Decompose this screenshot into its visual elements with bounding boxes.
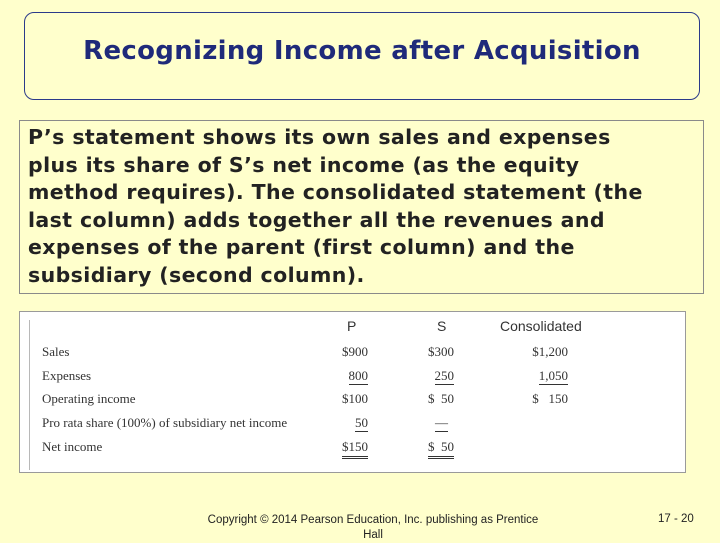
cell-pro-rata-p: 50 — [355, 415, 368, 430]
income-statement-table — [19, 311, 686, 473]
row-label-pro-rata-share: Pro rata share (100%) of subsidiary net income — [42, 415, 288, 430]
body-paragraph: P’s statement shows its own sales and expenses plus its share of S’s net income (as the equity method requires). The consolidated statement (the last column) adds together all the revenues and expenses of the parent (first column) and the subsidiary (second column). — [28, 125, 643, 287]
footer-page-number: 17 - 20 — [658, 513, 694, 525]
cell-net-income-s: $ 50 — [428, 439, 454, 459]
column-header-consolidated: Consolidated — [500, 318, 582, 334]
cell-pro-rata-s: — — [435, 415, 448, 430]
cell-expenses-s: 250 — [434, 368, 454, 383]
cell-expenses-p: 800 — [348, 368, 368, 383]
cell-sales-p: $900 — [342, 344, 368, 359]
cell-sales-s: $300 — [428, 344, 454, 359]
cell-sales-consolidated: $1,200 — [532, 344, 568, 359]
body-text-frame — [19, 120, 704, 294]
cell-operating-income-consolidated: $ 150 — [532, 391, 568, 406]
cell-net-income-p: $150 — [342, 439, 368, 459]
row-label-operating-income: Operating income — [42, 391, 136, 406]
row-label-sales: Sales — [42, 344, 70, 359]
cell-operating-income-p: $100 — [342, 391, 368, 406]
slide-title: Recognizing Income after Acquisition — [83, 36, 641, 66]
row-label-net-income: Net income — [42, 439, 103, 454]
cell-operating-income-s: $ 50 — [428, 391, 454, 406]
table-body — [20, 312, 685, 472]
column-header-p: P — [347, 318, 357, 334]
cell-expenses-consolidated: 1,050 — [538, 368, 568, 383]
column-header-s: S — [437, 318, 447, 334]
footer-copyright: Copyright © 2014 Pearson Education, Inc. publishing as Prentice Hall — [207, 514, 539, 541]
row-label-expenses: Expenses — [42, 368, 92, 383]
title-frame — [24, 12, 700, 100]
